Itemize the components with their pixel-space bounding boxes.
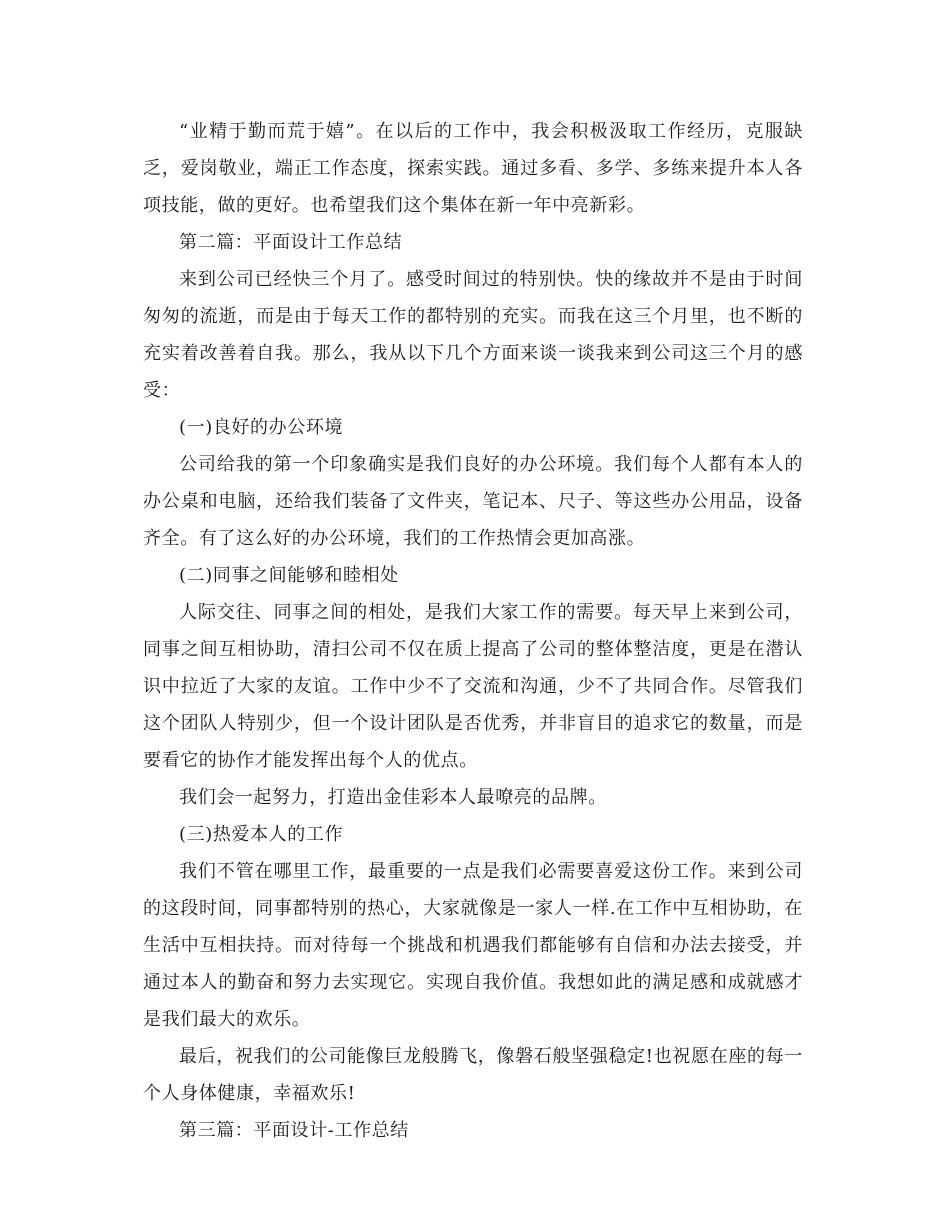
subheading-colleagues: (二)同事之间能够和睦相处 (179, 565, 399, 586)
paragraph-brand: 我们会一起努力，打造出金佳彩本人最嘹亮的品牌。 (179, 787, 607, 808)
document-body (143, 113, 803, 1149)
paragraph-final-wishes: 最后，祝我们的公司能像巨龙般腾飞，像磐石般坚强稳定!也祝愿在座的每一个人身体健康，幸福欢乐! (143, 1046, 803, 1104)
paragraph-colleagues: 人际交往、同事之间的相处，是我们大家工作的需要。每天早上来到公司，同事之间互相协助，清扫公司不仅在质上提高了公司的整体整洁度，更是在潜认识中拉近了大家的友谊。工作中少不了交流和沟通，少不了共同合作。尽管我们这个团队人特别少，但一个设计团队是否优秀，并非盲目的追求它的数量，而是要看它的协作才能发挥出每个人的优点。 (143, 602, 803, 771)
paragraph-closing-quote: “业精于勤而荒于嬉”。在以后的工作中，我会积极汲取工作经历，克服缺乏，爱岗敬业，端正工作态度，探索实践。通过多看、多学、多练来提升本人各项技能，做的更好。也希望我们这个集体在新一年中亮新彩。 (143, 121, 803, 216)
subheading-office-environment: (一)良好的办公环境 (179, 417, 344, 438)
paragraph-office-environment: 公司给我的第一个印象确实是我们良好的办公环境。我们每个人都有本人的办公桌和电脑，还给我们装备了文件夹，笔记本、尺子、等这些办公用品，设备齐全。有了这么好的办公环境，我们的工作热情会更加高涨。 (143, 454, 803, 549)
subheading-love-work: (三)热爱本人的工作 (179, 824, 344, 845)
paragraph-love-work: 我们不管在哪里工作，最重要的一点是我们必需要喜爱这份工作。来到公司的这段时间，同事都特别的热心，大家就像是一家人一样.在工作中互相协助，在生活中互相扶持。而对待每一个挑战和机遇我们都能够有自信和办法去接受，并通过本人的勤奋和努力去实现它。实现自我价值。我想如此的满足感和成就感才是我们最大的欢乐。 (143, 861, 803, 1030)
heading-part-two: 第二篇：平面设计工作总结 (179, 232, 403, 253)
paragraph-intro: 来到公司已经快三个月了。感受时间过的特别快。快的缘故并不是由于时间匆匆的流逝，而是由于每天工作的都特别的充实。而我在这三个月里，也不断的充实着改善着自我。那么，我从以下几个方面来谈一谈我来到公司这三个月的感受： (143, 269, 803, 401)
heading-part-three: 第三篇：平面设计-工作总结 (179, 1120, 409, 1141)
